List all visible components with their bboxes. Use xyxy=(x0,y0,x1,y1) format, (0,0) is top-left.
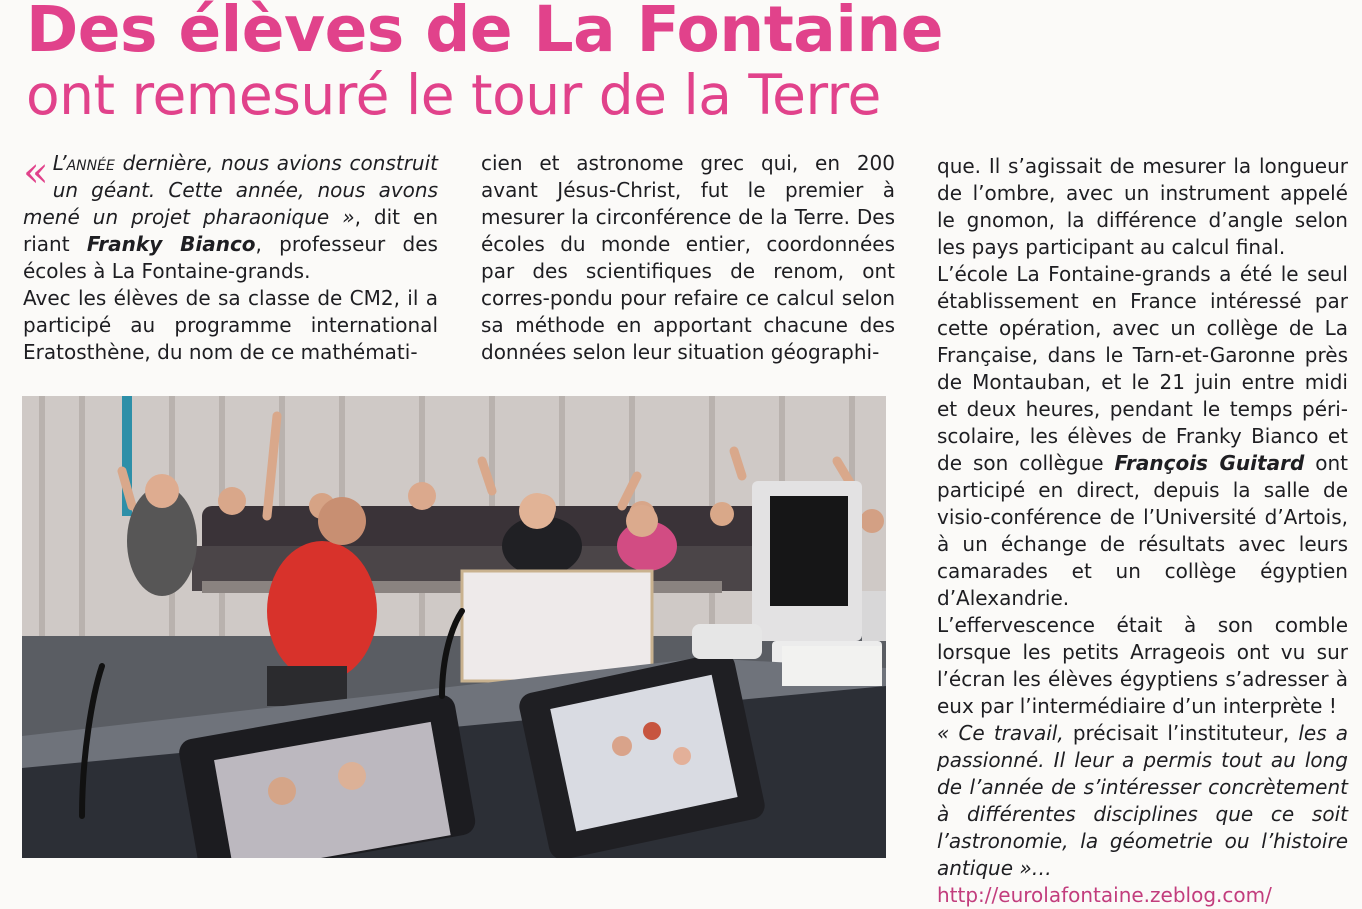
opening-quote-mark: « xyxy=(23,147,49,196)
headline-line-2: ont remesuré le tour de la Terre xyxy=(26,63,881,127)
paragraph-eratosthene: cien et astronome grec qui, en 200 avant Jésus-Christ, fut le premier à mesurer la circonférence de la Terre. Des écoles du monde entier, coordonnées par des scientifiques de renom, ont corres-pondu pour refaire ce calcul selon sa méthode en apportant chacune des données selon leur situation géographi- xyxy=(481,151,895,364)
article-column-3 xyxy=(937,153,1348,909)
paragraph-ecole xyxy=(937,261,1348,612)
teacher-name: Franky Bianco xyxy=(86,232,256,256)
closing-quote-start: « Ce travail, xyxy=(937,721,1064,745)
paragraph-effervescence: L’effervescence était à son comble lorsque les petits Arrageois ont vu sur l’écran les élèves égyptiens s’adresser à eux par l’intermédiaire d’un interprète ! xyxy=(937,613,1348,718)
closing-quote xyxy=(937,720,1348,882)
quote-attribution: , dit en riant xyxy=(23,205,438,256)
colleague-name: François Guitard xyxy=(1114,451,1305,475)
article-column-2 xyxy=(481,150,895,366)
quote-cap-word: L’année xyxy=(52,151,115,175)
paragraph-programme: Avec les élèves de sa classe de CM2, il a participé au programme international Eratosthène, du nom de ce mathémati- xyxy=(23,286,438,364)
classroom-photo xyxy=(22,396,886,858)
headline-line-1: Des élèves de La Fontaine xyxy=(26,0,943,66)
paragraph-ecole-start: L’école La Fontaine-grands a été le seul établissement en France intéressé par cette opération, avec un collège de La Française, dans le Tarn-et-Garonne près de Montauban, et le 21 juin entre midi et deux heures, pendant le temps péri-scolaire, les élèves de Franky Bianco et de son collègue xyxy=(937,262,1348,475)
opening-quote: dernière, nous avions construit un géant. Cette année, nous avons mené un projet pharaonique » xyxy=(23,151,438,229)
blog-link[interactable]: http://eurolafontaine.zeblog.com/ xyxy=(937,883,1272,907)
paragraph-gnomon: que. Il s’agissait de mesurer la longueur de l’ombre, avec un instrument appelé le gnomon, la différence d’angle selon les pays participant au calcul final. xyxy=(937,154,1348,259)
photo-illustration xyxy=(22,396,886,858)
intro-paragraph xyxy=(23,147,438,285)
article-column-1 xyxy=(23,147,438,366)
closing-quote-attribution: précisait l’instituteur, xyxy=(1063,721,1299,745)
closing-quote-end: les a passionné. Il leur a permis tout au long de l’année de s’intéresser concrètement à différentes disciplines que ce soit l’astronomie, la géometrie ou l’histoire antique »… xyxy=(937,721,1348,880)
teacher-role: , professeur des écoles à La Fontaine-grands. xyxy=(23,232,438,283)
paragraph-ecole-end: ont participé en direct, depuis la salle de visio-conférence de l’Université d’Artois, à un échange de résultats avec leurs camarades et un collège égyptien d’Alexandrie. xyxy=(937,451,1348,610)
